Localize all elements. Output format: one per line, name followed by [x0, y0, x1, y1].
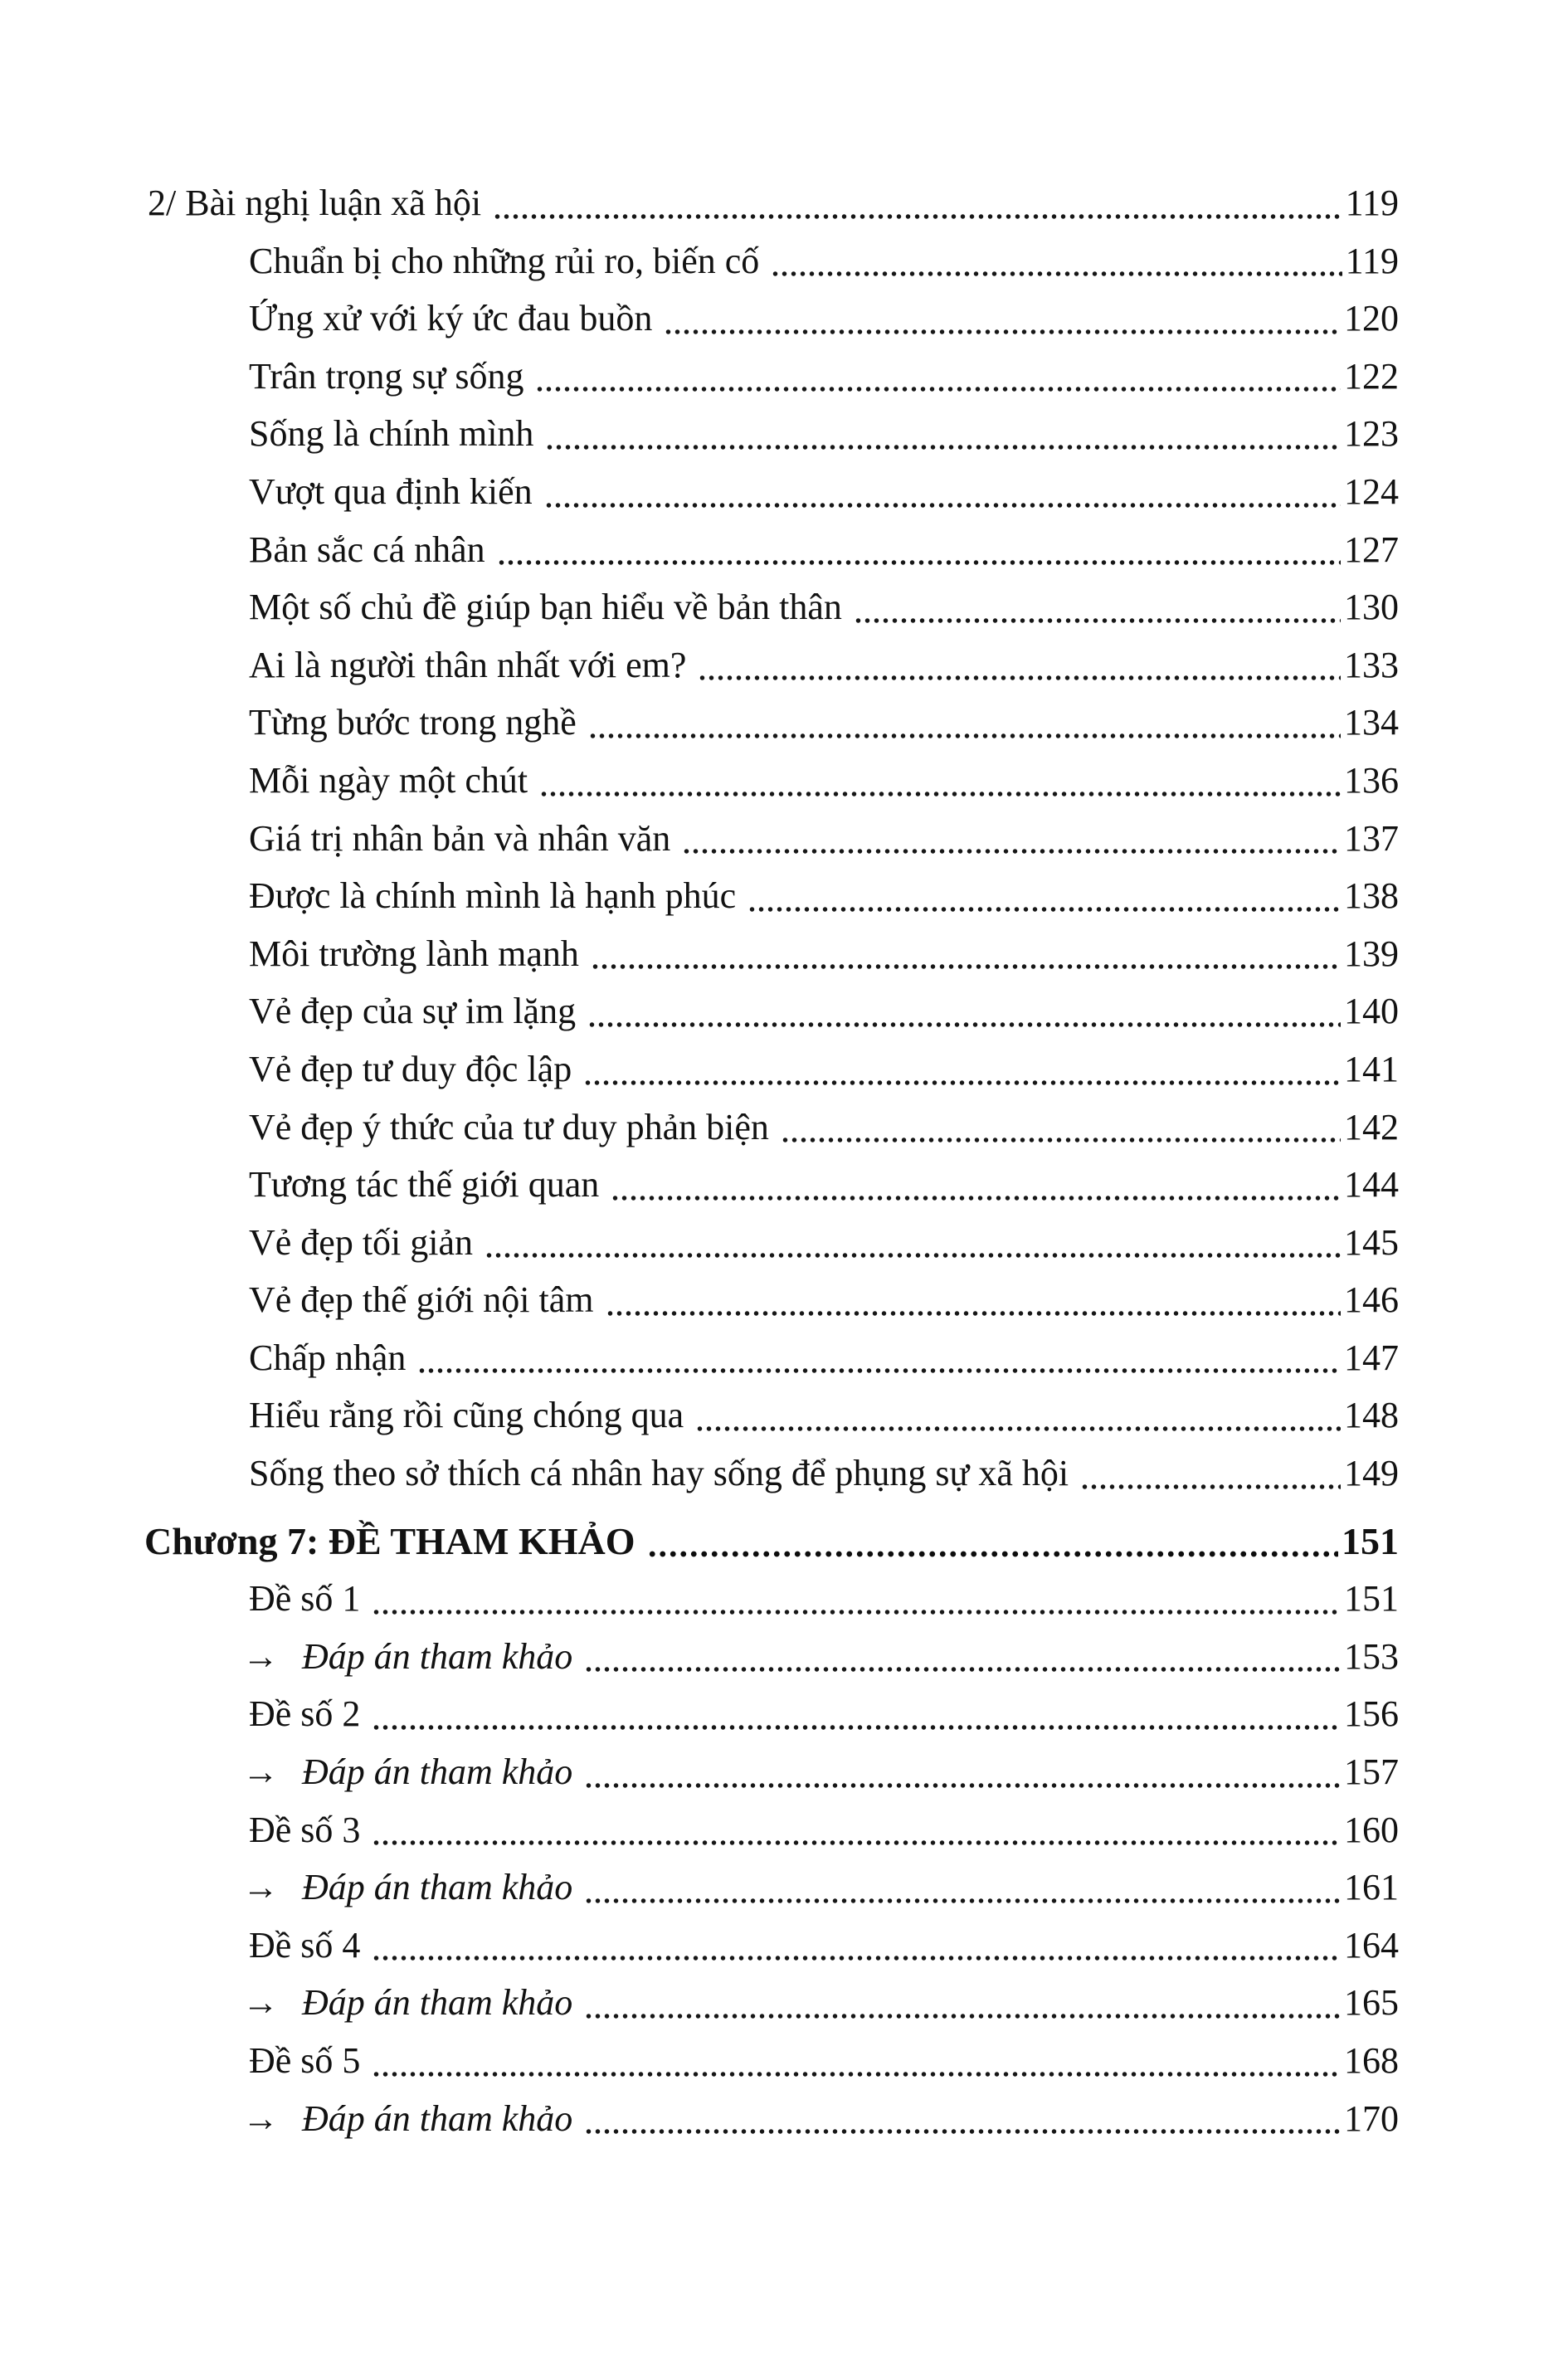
- toc-page-number: 130: [1344, 587, 1399, 628]
- dot-leader: [372, 1801, 1341, 1859]
- toc-row: [0, 1570, 1399, 1628]
- toc-row: [0, 925, 1399, 983]
- dot-leader: [747, 867, 1341, 925]
- dot-leader: [611, 1156, 1341, 1214]
- arrow-icon: →: [242, 2097, 279, 2139]
- toc-entry-label: Đề số 1: [249, 1578, 361, 1620]
- toc-entry-label: Hiểu rằng rồi cũng chóng qua: [249, 1395, 684, 1436]
- toc-row: [0, 810, 1399, 868]
- dot-leader: [584, 1743, 1341, 1801]
- toc-entry-label: Đáp án tham khảo: [302, 1867, 573, 1908]
- toc-entry-label: Vẻ đẹp tư duy độc lập: [249, 1048, 572, 1089]
- dot-leader: [539, 752, 1341, 810]
- dot-leader: [1080, 1444, 1341, 1503]
- toc-entry-label: Ai là người thân nhất với em?: [249, 644, 687, 685]
- toc-page-number: 153: [1344, 1635, 1399, 1677]
- arrow-icon: →: [242, 1982, 279, 2024]
- toc-entry-label: Trân trọng sự sống: [249, 355, 524, 397]
- toc-entry-label: Mỗi ngày một chút: [249, 759, 528, 801]
- toc-row: [0, 867, 1399, 925]
- toc-row: [0, 405, 1399, 463]
- toc-row: [0, 1859, 1399, 1917]
- dot-leader: [417, 1329, 1341, 1387]
- toc-entry-label: Đáp án tham khảo: [302, 2097, 573, 2139]
- toc-row: [0, 463, 1399, 521]
- toc-row: [0, 578, 1399, 636]
- toc-entry-label: Vẻ đẹp của sự im lặng: [249, 991, 577, 1032]
- toc-entry-label: Vượt qua định kiến: [249, 470, 533, 512]
- dot-leader: [781, 1099, 1341, 1157]
- toc-page-number: 147: [1344, 1337, 1399, 1378]
- dot-leader: [695, 1386, 1341, 1444]
- toc-row: [0, 2090, 1399, 2148]
- toc-entry-label: Đáp án tham khảo: [302, 1751, 573, 1793]
- toc-page-number: 137: [1344, 817, 1399, 859]
- toc-entry-label: Sống theo sở thích cá nhân hay sống để phụng sự xã hội: [249, 1453, 1069, 1494]
- toc-page-number: 136: [1344, 759, 1399, 801]
- arrow-icon: →: [242, 1635, 279, 1677]
- dot-leader: [584, 1974, 1341, 2032]
- toc-row: [0, 1040, 1399, 1099]
- dot-leader: [485, 1214, 1341, 1272]
- toc-entry-label: Đề số 5: [249, 2040, 361, 2081]
- toc-row: [0, 694, 1399, 752]
- toc-entry-label: Giá trị nhân bản và nhân văn: [249, 817, 671, 859]
- toc-row: [0, 1743, 1399, 1801]
- toc-row: [0, 232, 1399, 290]
- toc-page-number: 157: [1344, 1751, 1399, 1793]
- toc-entry-label: Một số chủ đề giúp bạn hiểu về bản thân: [249, 587, 842, 628]
- toc-row: [0, 1513, 1399, 1571]
- dot-leader: [372, 1570, 1341, 1628]
- arrow-icon: →: [242, 1751, 279, 1793]
- toc-page-number: 123: [1344, 413, 1399, 455]
- toc-entry-label: 2/ Bài nghị luận xã hội: [148, 183, 482, 223]
- toc-row: [0, 1685, 1399, 1743]
- toc-page-number: 160: [1344, 1809, 1399, 1850]
- toc-entry-label: Đề số 3: [249, 1809, 361, 1850]
- toc-entry-label: Từng bước trong nghề: [249, 702, 577, 743]
- toc-row: [0, 521, 1399, 579]
- dot-leader: [647, 1513, 1338, 1571]
- dot-leader: [854, 578, 1341, 636]
- dot-leader: [588, 694, 1341, 752]
- toc-entry-label: Đáp án tham khảo: [302, 1982, 573, 2024]
- toc-entry-label: Đề số 2: [249, 1693, 361, 1735]
- dot-leader: [544, 463, 1341, 521]
- toc-row: [0, 2032, 1399, 2090]
- toc-entry-label: Bản sắc cá nhân: [249, 529, 485, 570]
- toc-page-number: 120: [1344, 298, 1399, 339]
- toc-page-number: 161: [1344, 1867, 1399, 1908]
- toc-page-number: 124: [1344, 470, 1399, 512]
- toc-page-number: 142: [1344, 1106, 1399, 1147]
- toc-row: [0, 1214, 1399, 1272]
- toc-page-number: 145: [1344, 1221, 1399, 1263]
- toc-page-number: 170: [1344, 2097, 1399, 2139]
- toc-page-number: 165: [1344, 1982, 1399, 2024]
- dot-leader: [584, 1859, 1341, 1917]
- toc-row: [0, 1099, 1399, 1157]
- toc-page-number: 119: [1345, 183, 1399, 223]
- dot-leader: [535, 348, 1341, 406]
- dot-leader: [584, 1628, 1341, 1686]
- toc-entry-label: Chấp nhận: [249, 1337, 407, 1378]
- arrow-icon: →: [242, 1867, 279, 1908]
- toc-row: [0, 1974, 1399, 2032]
- dot-leader: [664, 290, 1341, 348]
- toc-page-number: 138: [1344, 875, 1399, 917]
- toc-page-number: 146: [1344, 1279, 1399, 1321]
- dot-leader: [372, 2032, 1341, 2090]
- toc-page-number: 151: [1342, 1519, 1399, 1562]
- toc-entry-label: Môi trường lành mạnh: [249, 933, 579, 974]
- toc-row: [0, 1444, 1399, 1503]
- toc-row: [0, 174, 1399, 232]
- toc-entry-label: Tương tác thế giới quan: [249, 1164, 600, 1206]
- toc-page-number: 148: [1344, 1395, 1399, 1436]
- dot-leader: [497, 521, 1341, 579]
- dot-leader: [698, 636, 1341, 694]
- toc-entry-label: Chương 7: ĐỀ THAM KHẢO: [144, 1519, 635, 1562]
- toc-page-number: 151: [1344, 1578, 1399, 1620]
- toc-entry-label: Vẻ đẹp tối giản: [249, 1221, 474, 1263]
- toc-page-number: 139: [1344, 933, 1399, 974]
- toc-entry-label: Sống là chính mình: [249, 413, 534, 455]
- toc-entry-label: Chuẩn bị cho những rủi ro, biến cố: [249, 240, 760, 281]
- toc-page-number: 144: [1344, 1164, 1399, 1206]
- toc-row: [0, 1628, 1399, 1686]
- toc-page-number: 168: [1344, 2040, 1399, 2081]
- toc-entry-label: Đề số 4: [249, 1924, 361, 1966]
- toc-row: [0, 636, 1399, 694]
- dot-leader: [587, 982, 1341, 1040]
- dot-leader: [682, 810, 1341, 868]
- dot-leader: [493, 174, 1342, 232]
- toc-page-number: 133: [1344, 644, 1399, 685]
- toc-row: [0, 1386, 1399, 1444]
- dot-leader: [372, 1917, 1341, 1975]
- toc-row: [0, 348, 1399, 406]
- toc-row: [0, 752, 1399, 810]
- toc-page-number: 149: [1344, 1453, 1399, 1494]
- toc-page-number: 127: [1344, 529, 1399, 570]
- toc-entry-label: Được là chính mình là hạnh phúc: [249, 875, 737, 917]
- dot-leader: [372, 1685, 1341, 1743]
- toc-entry-label: Đáp án tham khảo: [302, 1635, 573, 1677]
- dot-leader: [583, 1040, 1341, 1099]
- dot-leader: [591, 925, 1341, 983]
- toc-page-number: 122: [1344, 355, 1399, 397]
- toc-row: [0, 290, 1399, 348]
- dot-leader: [584, 2090, 1341, 2148]
- toc-page-number: 164: [1344, 1924, 1399, 1966]
- dot-leader: [545, 405, 1341, 463]
- toc-page-number: 140: [1344, 991, 1399, 1032]
- toc-row: [0, 982, 1399, 1040]
- toc-row: [0, 1329, 1399, 1387]
- toc-row: [0, 1917, 1399, 1975]
- toc-page-number: 134: [1344, 702, 1399, 743]
- dot-leader: [771, 232, 1342, 290]
- toc-page-number: 119: [1345, 240, 1399, 281]
- toc-entry-label: Ứng xử với ký ức đau buồn: [249, 298, 653, 339]
- toc-page-number: 156: [1344, 1693, 1399, 1735]
- toc-entry-label: Vẻ đẹp thế giới nội tâm: [249, 1279, 594, 1321]
- toc-row: [0, 1801, 1399, 1859]
- toc-page-number: 141: [1344, 1048, 1399, 1089]
- toc-entry-label: Vẻ đẹp ý thức của tư duy phản biện: [249, 1106, 769, 1147]
- toc-row: [0, 1271, 1399, 1329]
- toc-row: [0, 1156, 1399, 1214]
- dot-leader: [606, 1271, 1341, 1329]
